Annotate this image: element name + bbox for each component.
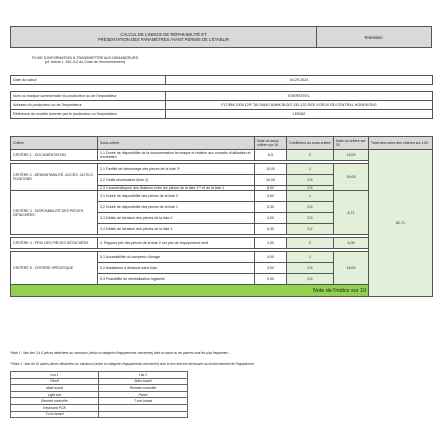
header-coef: Coefficient du sous-critère [287, 137, 334, 150]
header-title-line1: CALCUL DE L'INDICE DE RÉPARABILITÉ ET [120, 31, 207, 37]
parts-header-row [11, 372, 188, 379]
header-note: Note du sous-critère sur 10 [255, 137, 287, 150]
list2-part: T-con board [99, 398, 188, 405]
subcriterion-note: 10,00 [255, 164, 287, 175]
subcriterion-note: 6,30 [255, 224, 287, 235]
criteria-header-row [11, 137, 433, 150]
subcriterion-label: 5.2 Assistance à distance sans frais [98, 263, 255, 274]
subcriterion-label: 1.1 Durée de disponibilité de la documentation technique et relative aux conseils d'utilisation et d'entretien [98, 150, 255, 161]
criterion-note20: 13,00 [334, 150, 369, 161]
info-row [11, 110, 433, 119]
subcriterion-note: 9,00 [255, 274, 287, 285]
header-criterion: Critère [11, 137, 98, 150]
subcriterion-note: 9,00 [255, 252, 287, 263]
list2-part: Panel [99, 391, 188, 398]
subcriterion-label: 2.1 Facilité de démontage des pièces de la liste 2* [98, 164, 255, 175]
subcriterion-label: 2.2 Outils nécessaires (liste 2) [98, 175, 255, 186]
criterion-note20: 19,00 [334, 164, 369, 191]
subcriterion-coef: 1 [287, 164, 334, 175]
list-item [11, 378, 188, 385]
subcriterion-coef: 1 [287, 191, 334, 202]
header-total: Total des notes des critères sur 100 [369, 137, 433, 150]
info-label: Date du calcul [11, 76, 166, 85]
criterion-note20: 8,71 [334, 191, 369, 235]
subcriterion-coef: 0,5 [287, 274, 334, 285]
info-value: FLT/RM 1205 12/F TAI SANG BANK BLDG 130-132 DES VOEUX RD,CENTRAL HONGKONG [166, 101, 433, 110]
subcriterion-note: 10,00 [255, 175, 287, 186]
list2-part: Main board [99, 378, 188, 385]
total-score: 62,71 [369, 150, 433, 297]
criterion-label: CRITÈRE 4 : PRIX DES PIÈCES DÉTACHÉES [11, 238, 98, 249]
subcriterion-label: 5.1 Accessibilité du compteur d'usage [98, 252, 255, 263]
list-item [11, 398, 188, 405]
list2-part: Remote controller [99, 385, 188, 392]
subcriterion-coef: 0,5 [287, 202, 334, 213]
info-label: Référence du modèle donnée par le producteur ou l'importateur [11, 110, 166, 119]
info-row [11, 101, 433, 110]
header-note20: Note du critère sur 20 [334, 137, 369, 150]
info-row [11, 76, 433, 85]
list1-part: Panel [11, 378, 99, 385]
subcriterion-label: 4. Rapport prix des pièces de la liste 2 sur prix de l'équipement neuf [98, 238, 255, 249]
subcriterion-label: 5.3 Possibilité de réinitialisation logicielle [98, 274, 255, 285]
list1-part: T-con board [11, 411, 99, 418]
criteria-table [10, 136, 433, 297]
footnote-1: *Note 1 : liste des 3 à 5 pièces détachées au maximum (selon la catégorie d'équipements concernée) dont la casse ou les pannes sont les plus fréquentes ; [10, 351, 230, 355]
subcriterion-label: 3.4 Délais de livraison des pièces de la liste 1 [98, 224, 255, 235]
criterion-label: CRITÈRE 5 : CRITÈRE SPÉCIFIQUE [11, 252, 98, 285]
subcriterion-label: 3.3 Délais de livraison des pièces de la liste 2 [98, 213, 255, 224]
info-value: LE5082 [166, 110, 433, 119]
subcriterion-coef: 0,3 [287, 213, 334, 224]
info-label: Adresse du producteur ou de l'importateur [11, 101, 166, 110]
intro-line2: (cf. Article L. 541-9-2 du Code de l'environnement) [44, 60, 126, 65]
criterion-label: CRITÈRE 3 : DISPONIBILITÉ DES PIÈCES DÉTACHÉES [11, 191, 98, 235]
subcriterion-label: 3.2 Durée de disponibilité des pièces de la liste 1 [98, 202, 255, 213]
list-item [11, 404, 188, 411]
list-item [11, 411, 188, 418]
subcriterion-coef: 0,5 [287, 175, 334, 186]
list2-header: List 2 [99, 372, 188, 379]
final-score-label: Note de l'indice sur 10 [11, 285, 369, 297]
subcriterion-coef: 0,5 [287, 186, 334, 191]
header-title-line2: PRÉSENTATION DES PARAMÈTRES AYANT PERMIS DE L'ÉTABLIR [97, 37, 230, 42]
list-item [11, 391, 188, 398]
footnote-2: **Note 1 : liste de 10 autres pièces détachées au maximum (selon la catégorie d'équipements concernée) dont le bon état est nécessaire au fonctionnement de l'équipement. [10, 362, 255, 366]
info-row [11, 92, 433, 101]
product-type: Television [364, 34, 383, 40]
subcriterion-coef: 0,5 [287, 263, 334, 274]
intro-text [10, 56, 160, 65]
list1-part: Light bar [11, 391, 99, 398]
subcriterion-label: 2.3 Caractéristiques des fixations entre les pièces de la liste 1** et de la liste 2 [98, 186, 255, 191]
info-value: 04.29.2024 [166, 76, 433, 85]
intro-line1: FICHE D'INFORMATION À TRANSMETTRE AUX DEMANDEURS [32, 56, 138, 60]
subcriterion-note: 4,00 [255, 213, 287, 224]
header-subcriterion: Sous-critère [98, 137, 255, 150]
header-title [11, 27, 317, 47]
table-row [11, 150, 433, 161]
subcriterion-coef: 0,2 [287, 224, 334, 235]
list2-part [99, 404, 188, 411]
subcriterion-note: 5,30 [255, 202, 287, 213]
subcriterion-note: 8,00 [255, 186, 287, 191]
subcriterion-note: 9,00 [255, 263, 287, 274]
list1-part: Keyboard PCB [11, 404, 99, 411]
subcriterion-label: 3.1 Durée de disponibilité des pièces de la liste 2 [98, 191, 255, 202]
criterion-label: CRITÈRE 1 : DOCUMENTATION [11, 150, 98, 161]
info-label: Nom ou marque commerciale du producteur ou de l'importateur [11, 92, 166, 101]
info-table [10, 75, 433, 119]
document-header [10, 26, 432, 48]
list1-part: Remote controller [11, 398, 99, 405]
list-item [11, 385, 188, 392]
subcriterion-coef: 2 [287, 150, 334, 161]
criterion-label: CRITÈRE 2 : DÉMONTABILITÉ, ACCÈS, OUTILS, FIXATIONS [11, 164, 98, 191]
criterion-note20: 4,00 [334, 238, 369, 249]
subcriterion-coef: 2 [287, 238, 334, 249]
criterion-note20: 18,00 [334, 252, 369, 285]
info-value: EVERSTEEL [166, 92, 433, 101]
list1-header: List 1 [11, 372, 99, 379]
list1-part: Main board [11, 385, 99, 392]
subcriterion-note: 6,5 [255, 150, 287, 161]
subcriterion-note: 2,00 [255, 238, 287, 249]
parts-list-table [10, 371, 188, 418]
subcriterion-note: 3,60 [255, 191, 287, 202]
subcriterion-coef: 1 [287, 252, 334, 263]
list2-part [99, 411, 188, 418]
